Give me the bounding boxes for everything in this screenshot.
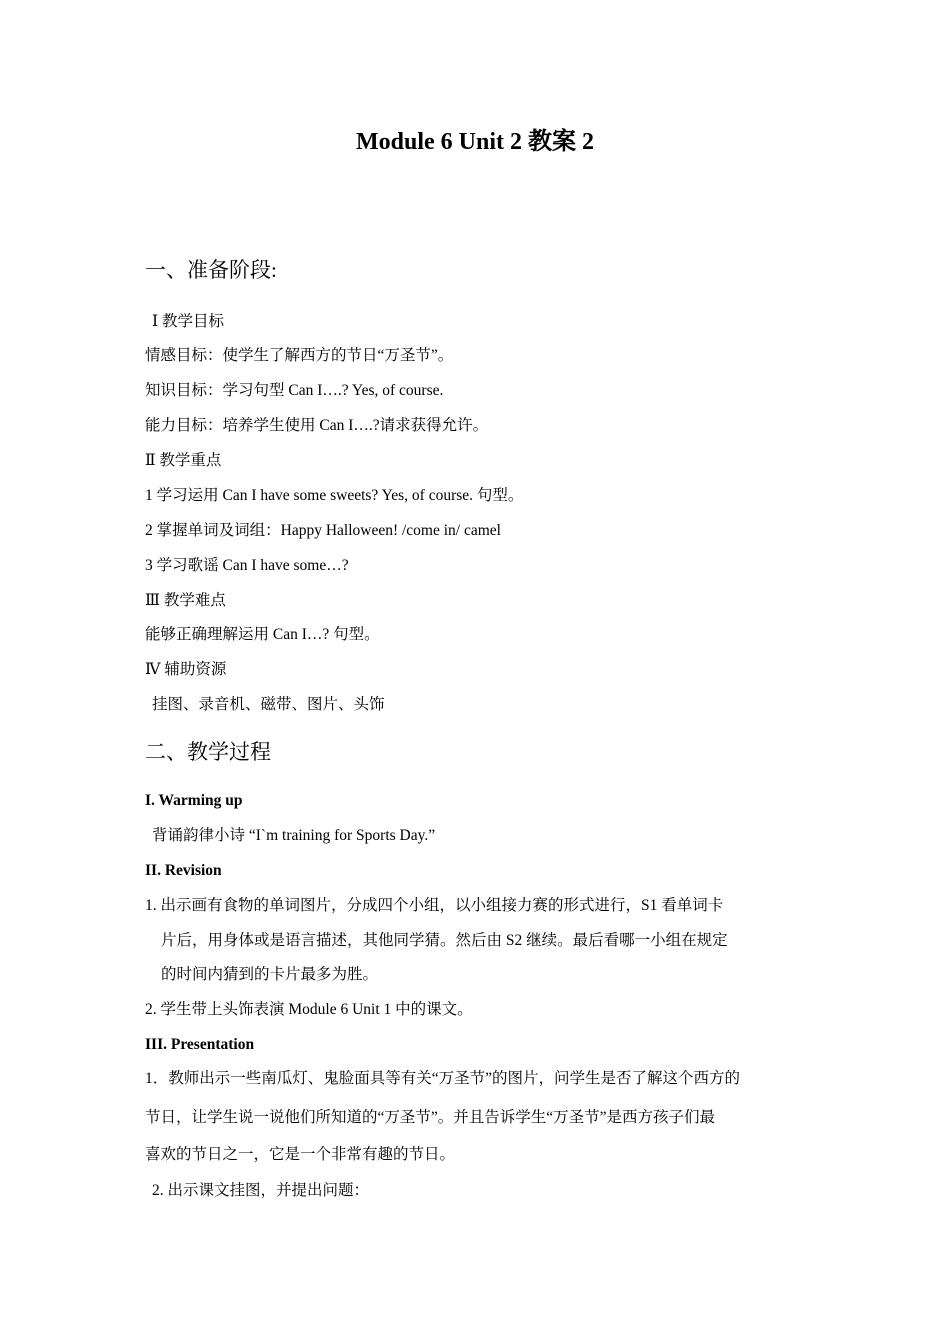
goal-ability: 能力目标：培养学生使用 Can I….?请求获得允许。	[145, 417, 489, 434]
revision-item-1-line-3: 的时间内猜到的卡片最多为胜。	[161, 966, 379, 983]
key-point-1: 1 学习运用 Can I have some sweets? Yes, of course. 句型。	[145, 487, 524, 504]
presentation-heading: III. Presentation	[145, 1036, 255, 1053]
revision-item-2: 2. 学生带上头饰表演 Module 6 Unit 1 中的课文。	[145, 1001, 473, 1018]
key-point-3: 3 学习歌谣 Can I have some…?	[145, 557, 349, 574]
revision-heading: II. Revision	[145, 862, 222, 879]
presentation-item-1-line-2: 节日，让学生说一说他们所知道的“万圣节”。并且告诉学生“万圣节”是西方孩子们最	[145, 1109, 716, 1126]
section-heading-preparation: 一、准备阶段:	[145, 258, 277, 282]
key-point-2: 2 掌握单词及词组：Happy Halloween! /come in/ camel	[145, 522, 501, 539]
document-title: Module 6 Unit 2 教案 2	[355, 129, 594, 155]
resources-heading: Ⅳ 辅助资源	[145, 661, 227, 678]
goal-knowledge: 知识目标：学习句型 Can I….? Yes, of course.	[145, 382, 444, 399]
presentation-item-1-line-1: 1．教师出示一些南瓜灯、鬼脸面具等有关“万圣节”的图片，问学生是否了解这个西方的	[145, 1070, 741, 1087]
revision-item-1-line-1: 1. 出示画有食物的单词图片，分成四个小组，以小组接力赛的形式进行，S1 看单词卡	[145, 897, 724, 914]
warmup-heading: I. Warming up	[145, 792, 243, 809]
difficulty-heading: Ⅲ 教学难点	[145, 592, 226, 609]
presentation-item-1-line-3: 喜欢的节日之一，它是一个非常有趣的节日。	[145, 1146, 456, 1163]
difficulty-1: 能够正确理解运用 Can I…? 句型。	[145, 626, 380, 643]
section-heading-process: 二、教学过程	[145, 740, 271, 764]
warmup-item-1: 背诵韵律小诗 “I`m training for Sports Day.”	[152, 827, 436, 844]
goal-emotion: 情感目标：使学生了解西方的节日“万圣节”。	[145, 347, 454, 364]
key-points-heading: Ⅱ 教学重点	[145, 452, 222, 469]
revision-item-1-line-2: 片后，用身体或是语言描述，其他同学猜。然后由 S2 继续。最后看哪一小组在规定	[161, 932, 728, 949]
goals-heading: Ⅰ 教学目标	[152, 313, 224, 330]
resources-list: 挂图、录音机、磁带、图片、头饰	[152, 696, 385, 713]
presentation-item-2: 2. 出示课文挂图，并提出问题：	[152, 1182, 370, 1199]
